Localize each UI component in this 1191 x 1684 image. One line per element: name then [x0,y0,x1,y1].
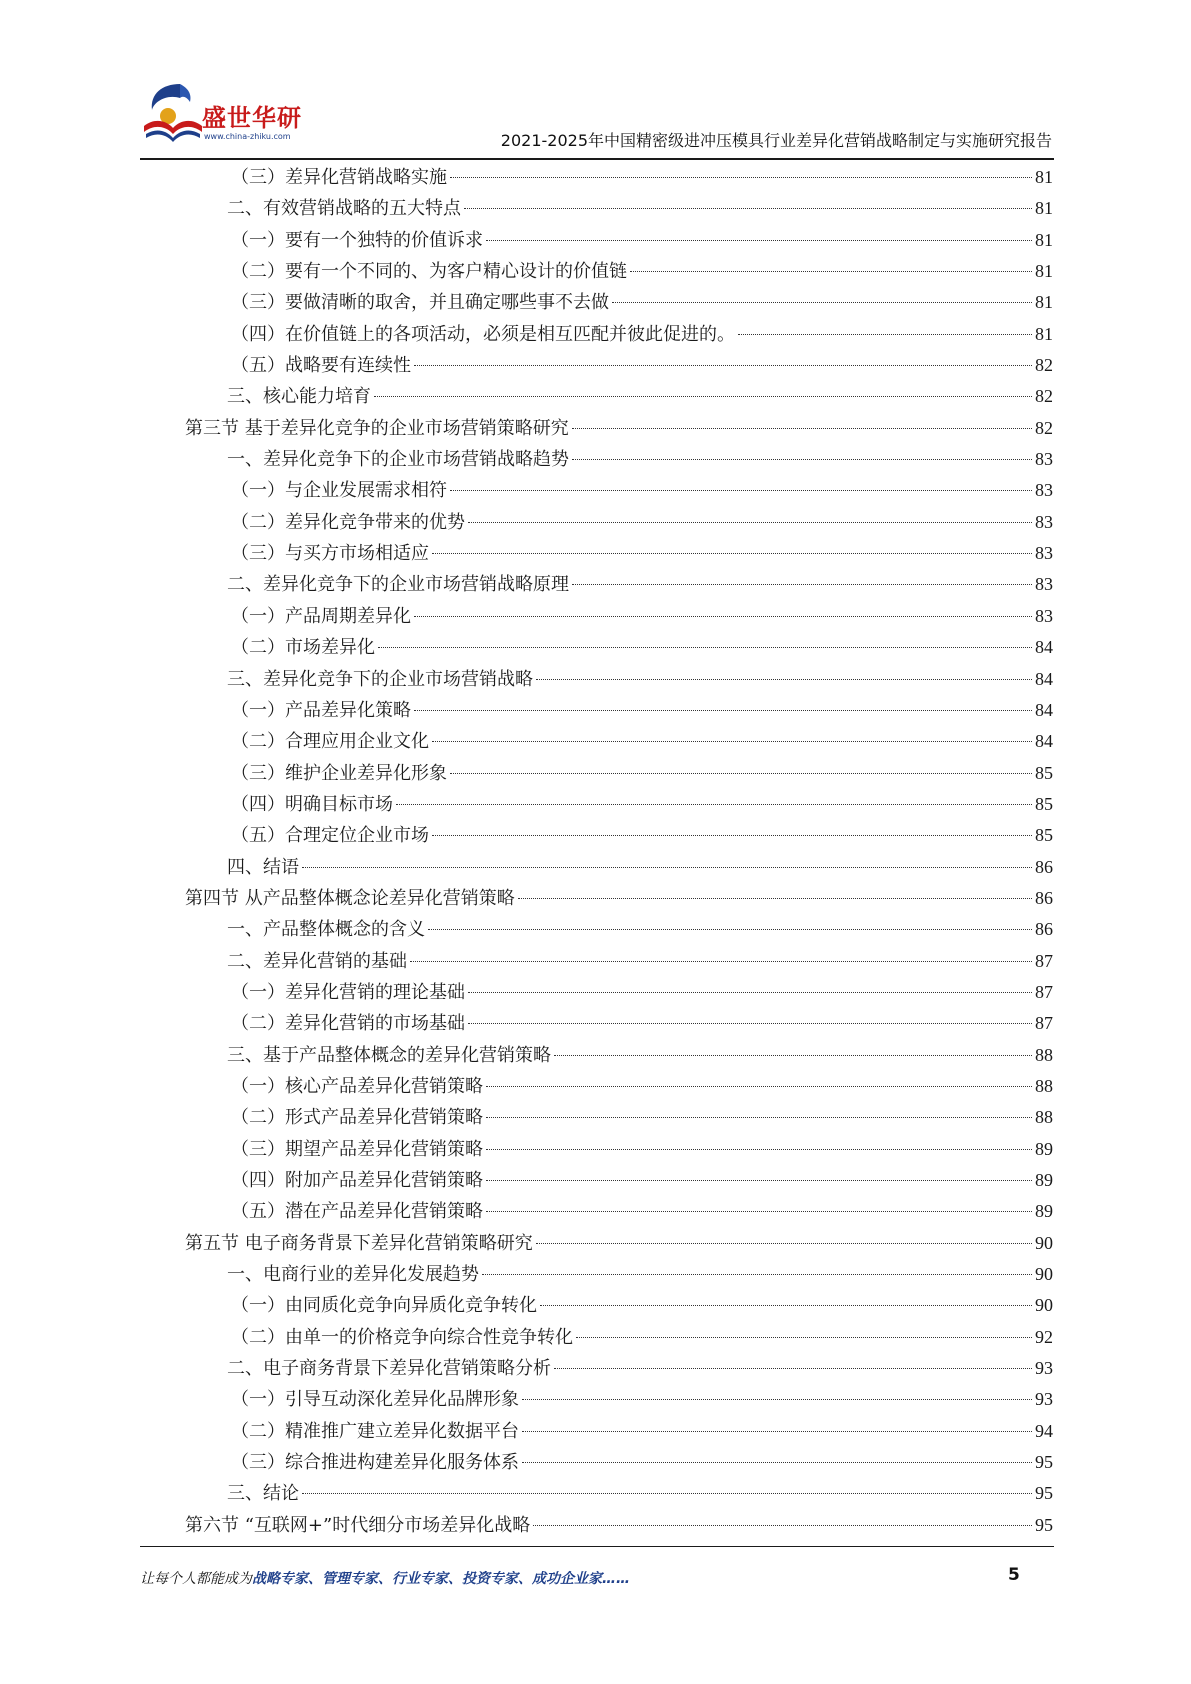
toc-entry[interactable] [185,1040,1053,1071]
toc-entry-title: （二）形式产品差异化营销策略 [231,1107,483,1129]
toc-dot-leader [482,1274,1032,1275]
toc-dot-leader [522,1462,1032,1463]
toc-entry-page: 85 [1035,762,1053,783]
toc-entry-title: （二）精准推广建立差异化数据平台 [231,1420,519,1442]
toc-entry-title: （一）产品周期差异化 [231,605,411,627]
toc-dot-leader [432,553,1032,554]
toc-entry-page: 95 [1035,1483,1053,1504]
toc-entry[interactable] [185,1196,1053,1227]
toc-entry-page: 82 [1035,355,1053,376]
toc-entry[interactable] [185,475,1053,506]
toc-entry[interactable] [185,1447,1053,1478]
toc-entry[interactable] [185,507,1053,538]
toc-entry-title: 一、差异化竞争下的企业市场营销战略趋势 [227,449,569,471]
toc-entry[interactable] [185,883,1053,914]
toc-entry[interactable] [185,225,1053,256]
toc-entry-page: 95 [1035,1452,1053,1473]
toc-dot-leader [414,365,1032,366]
toc-entry-title: （三）要做清晰的取舍，并且确定哪些事不去做 [231,292,609,314]
toc-dot-leader [554,1368,1032,1369]
toc-dot-leader [518,898,1032,899]
toc-entry-page: 90 [1035,1264,1053,1285]
toc-entry-page: 81 [1035,323,1053,344]
toc-entry-title: 三、核心能力培育 [227,386,371,408]
toc-dot-leader [572,428,1032,429]
toc-entry[interactable] [185,569,1053,600]
toc-dot-leader [486,1086,1032,1087]
toc-entry[interactable] [185,664,1053,695]
slogan-highlight: 战略专家、管理专家、行业专家、投资专家、成功企业家…… [252,1571,630,1587]
toc-entry-title: 三、结论 [227,1483,299,1505]
toc-entry[interactable] [185,601,1053,632]
page-number: 5 [1008,1565,1020,1585]
toc-entry-page: 81 [1035,292,1053,313]
toc-entry[interactable] [185,1134,1053,1165]
toc-entry-title: （三）期望产品差异化营销策略 [231,1138,483,1160]
toc-entry[interactable] [185,1290,1053,1321]
toc-dot-leader [536,1243,1032,1244]
toc-entry-page: 81 [1035,198,1053,219]
toc-entry-title: （二）差异化竞争带来的优势 [231,511,465,533]
toc-entry-page: 89 [1035,1138,1053,1159]
toc-entry-title: 一、产品整体概念的含义 [227,919,425,941]
toc-entry-page: 94 [1035,1420,1053,1441]
toc-entry-title: （四）附加产品差异化营销策略 [231,1170,483,1191]
toc-entry[interactable] [185,632,1053,663]
toc-entry-page: 93 [1035,1389,1053,1410]
toc-dot-leader [468,992,1032,993]
footer-slogan [140,1568,630,1588]
toc-entry-page: 95 [1035,1514,1053,1535]
toc-dot-leader [612,302,1032,303]
toc-entry-page: 84 [1035,699,1053,720]
header-divider [140,158,1054,160]
toc-entry-page: 86 [1035,919,1053,940]
toc-entry-title: 第五节 电子商务背景下差异化营销策略研究 [185,1232,533,1254]
toc-entry[interactable] [185,758,1053,789]
toc-entry-page: 83 [1035,574,1053,595]
toc-entry-title: （五）潜在产品差异化营销策略 [231,1201,483,1223]
toc-entry[interactable] [185,695,1053,726]
toc-dot-leader [396,804,1032,805]
toc-entry[interactable] [185,538,1053,569]
toc-entry[interactable] [185,852,1053,883]
toc-entry[interactable] [185,287,1053,318]
toc-entry[interactable] [185,726,1053,757]
toc-entry[interactable] [185,1384,1053,1415]
toc-entry-page: 88 [1035,1107,1053,1128]
toc-dot-leader [302,867,1032,868]
toc-entry[interactable] [185,789,1053,820]
toc-entry[interactable] [185,1322,1053,1353]
toc-dot-leader [486,1211,1032,1212]
toc-entry-title: 二、差异化竞争下的企业市场营销战略原理 [227,574,569,596]
toc-dot-leader [450,773,1032,774]
toc-dot-leader [432,835,1032,836]
logo-url: www.china-zhiku.com [204,132,291,141]
toc-entry[interactable] [185,1259,1053,1290]
table-of-contents [185,162,1053,1541]
toc-entry-title: （三）与买方市场相适应 [231,543,429,565]
toc-entry[interactable] [185,1510,1053,1541]
toc-entry[interactable] [185,350,1053,381]
toc-dot-leader [572,459,1032,460]
toc-dot-leader [536,679,1032,680]
toc-entry[interactable] [185,914,1053,945]
report-title: 2021-2025年中国精密级进冲压模具行业差异化营销战略制定与实施研究报告 [500,131,1052,150]
toc-entry-title: （一）产品差异化策略 [231,699,411,721]
toc-entry-page: 90 [1035,1232,1053,1253]
toc-dot-leader [302,1493,1032,1494]
toc-entry-title: （二）合理应用企业文化 [231,731,429,753]
toc-entry-title: 二、有效营销战略的五大特点 [227,198,461,220]
toc-entry[interactable] [185,1071,1053,1102]
toc-entry[interactable] [185,977,1053,1008]
toc-dot-leader [428,929,1032,930]
toc-entry-page: 89 [1035,1201,1053,1222]
toc-dot-leader [630,271,1032,272]
toc-entry-title: （五）合理定位企业市场 [231,825,429,847]
toc-dot-leader [486,240,1032,241]
toc-entry-title: （一）引导互动深化差异化品牌形象 [231,1389,519,1411]
toc-entry[interactable] [185,413,1053,444]
toc-entry[interactable] [185,1228,1053,1259]
toc-entry-title: （二）差异化营销的市场基础 [231,1013,465,1035]
toc-entry-page: 83 [1035,543,1053,564]
toc-entry[interactable] [185,162,1053,193]
toc-entry[interactable] [185,1478,1053,1509]
toc-entry-page: 86 [1035,887,1053,908]
toc-entry-title: （一）核心产品差异化营销策略 [231,1075,483,1097]
toc-entry-title: （二）要有一个不同的、为客户精心设计的价值链 [231,261,627,283]
toc-entry[interactable] [185,256,1053,287]
toc-entry-page: 83 [1035,605,1053,626]
toc-dot-leader [378,647,1032,648]
toc-dot-leader [572,584,1032,585]
toc-entry-page: 92 [1035,1326,1053,1347]
toc-entry-title: 四、结语 [227,856,299,878]
logo-name: 盛世华研 [202,104,302,132]
toc-entry-title: （一）与企业发展需求相符 [231,480,447,502]
toc-entry-title: （三）综合推进构建差异化服务体系 [231,1452,519,1474]
toc-dot-leader [486,1117,1032,1118]
toc-entry-page: 83 [1035,480,1053,501]
toc-entry-page: 88 [1035,1075,1053,1096]
toc-dot-leader [414,710,1032,711]
toc-entry-page: 85 [1035,825,1053,846]
toc-entry[interactable] [185,444,1053,475]
toc-entry-page: 86 [1035,856,1053,877]
toc-entry[interactable] [185,1353,1053,1384]
company-logo [140,78,320,150]
toc-dot-leader [522,1431,1032,1432]
toc-entry-title: 第三节 基于差异化竞争的企业市场营销策略研究 [185,417,569,439]
toc-entry[interactable] [185,1008,1053,1039]
toc-entry-title: （一）要有一个独特的价值诉求 [231,229,483,251]
toc-entry-title: （三）维护企业差异化形象 [231,762,447,784]
toc-entry-title: 第四节 从产品整体概念论差异化营销策略 [185,887,515,909]
toc-entry-title: （一）由同质化竞争向异质化竞争转化 [231,1295,537,1317]
toc-entry-title: （四）明确目标市场 [231,793,393,815]
toc-dot-leader [450,177,1032,178]
toc-entry[interactable] [185,1416,1053,1447]
toc-entry[interactable] [185,820,1053,851]
toc-dot-leader [414,616,1032,617]
toc-entry-title: （三）差异化营销战略实施 [231,167,447,188]
page-header [0,0,1191,160]
toc-dot-leader [450,490,1032,491]
toc-dot-leader [576,1337,1032,1338]
toc-entry-page: 81 [1035,229,1053,250]
toc-entry-page: 84 [1035,668,1053,689]
toc-dot-leader [468,522,1032,523]
toc-dot-leader [738,334,1032,335]
toc-dot-leader [486,1149,1032,1150]
toc-dot-leader [540,1305,1032,1306]
toc-entry[interactable] [185,319,1053,350]
toc-dot-leader [374,396,1032,397]
toc-entry-title: 三、基于产品整体概念的差异化营销策略 [227,1044,551,1066]
toc-entry-page: 90 [1035,1295,1053,1316]
toc-entry-title: 二、电子商务背景下差异化营销策略分析 [227,1358,551,1380]
toc-entry-page: 82 [1035,417,1053,438]
toc-entry-title: 二、差异化营销的基础 [227,950,407,972]
toc-entry-page: 81 [1035,261,1053,282]
toc-entry-page: 83 [1035,511,1053,532]
toc-entry-title: 三、差异化竞争下的企业市场营销战略 [227,668,533,690]
toc-entry-title: 一、电商行业的差异化发展趋势 [227,1264,479,1286]
toc-dot-leader [432,741,1032,742]
toc-entry[interactable] [185,193,1053,224]
toc-entry[interactable] [185,1165,1053,1196]
toc-entry-page: 93 [1035,1358,1053,1379]
logo-book-icon [140,80,206,144]
toc-dot-leader [533,1525,1032,1526]
toc-entry[interactable] [185,946,1053,977]
toc-dot-leader [554,1055,1032,1056]
toc-entry-page: 84 [1035,637,1053,658]
toc-entry-page: 83 [1035,449,1053,470]
toc-entry-page: 89 [1035,1170,1053,1190]
toc-entry-page: 88 [1035,1044,1053,1065]
toc-entry-page: 87 [1035,981,1053,1002]
toc-entry-page: 84 [1035,731,1053,752]
toc-entry-title: （一）差异化营销的理论基础 [231,981,465,1003]
toc-entry-page: 85 [1035,793,1053,814]
toc-entry-page: 82 [1035,386,1053,407]
toc-entry-title: （四）在价值链上的各项活动，必须是相互匹配并彼此促进的。 [231,323,735,345]
toc-dot-leader [522,1399,1032,1400]
toc-entry[interactable] [185,381,1053,412]
toc-entry-page: 87 [1035,950,1053,971]
toc-entry-title: （二）市场差异化 [231,637,375,659]
footer-divider [140,1546,1054,1547]
toc-entry[interactable] [185,1102,1053,1133]
toc-dot-leader [464,208,1032,209]
toc-dot-leader [410,961,1032,962]
slogan-prefix: 让每个人都能成为 [140,1571,252,1587]
toc-entry-title: （二）由单一的价格竞争向综合性竞争转化 [231,1326,573,1348]
toc-entry-page: 87 [1035,1013,1053,1034]
toc-entry-page: 81 [1035,167,1053,187]
toc-dot-leader [486,1180,1032,1181]
toc-entry-title: （五）战略要有连续性 [231,355,411,377]
toc-entry-title: 第六节 “互联网+”时代细分市场差异化战略 [185,1514,531,1536]
toc-dot-leader [468,1023,1032,1024]
